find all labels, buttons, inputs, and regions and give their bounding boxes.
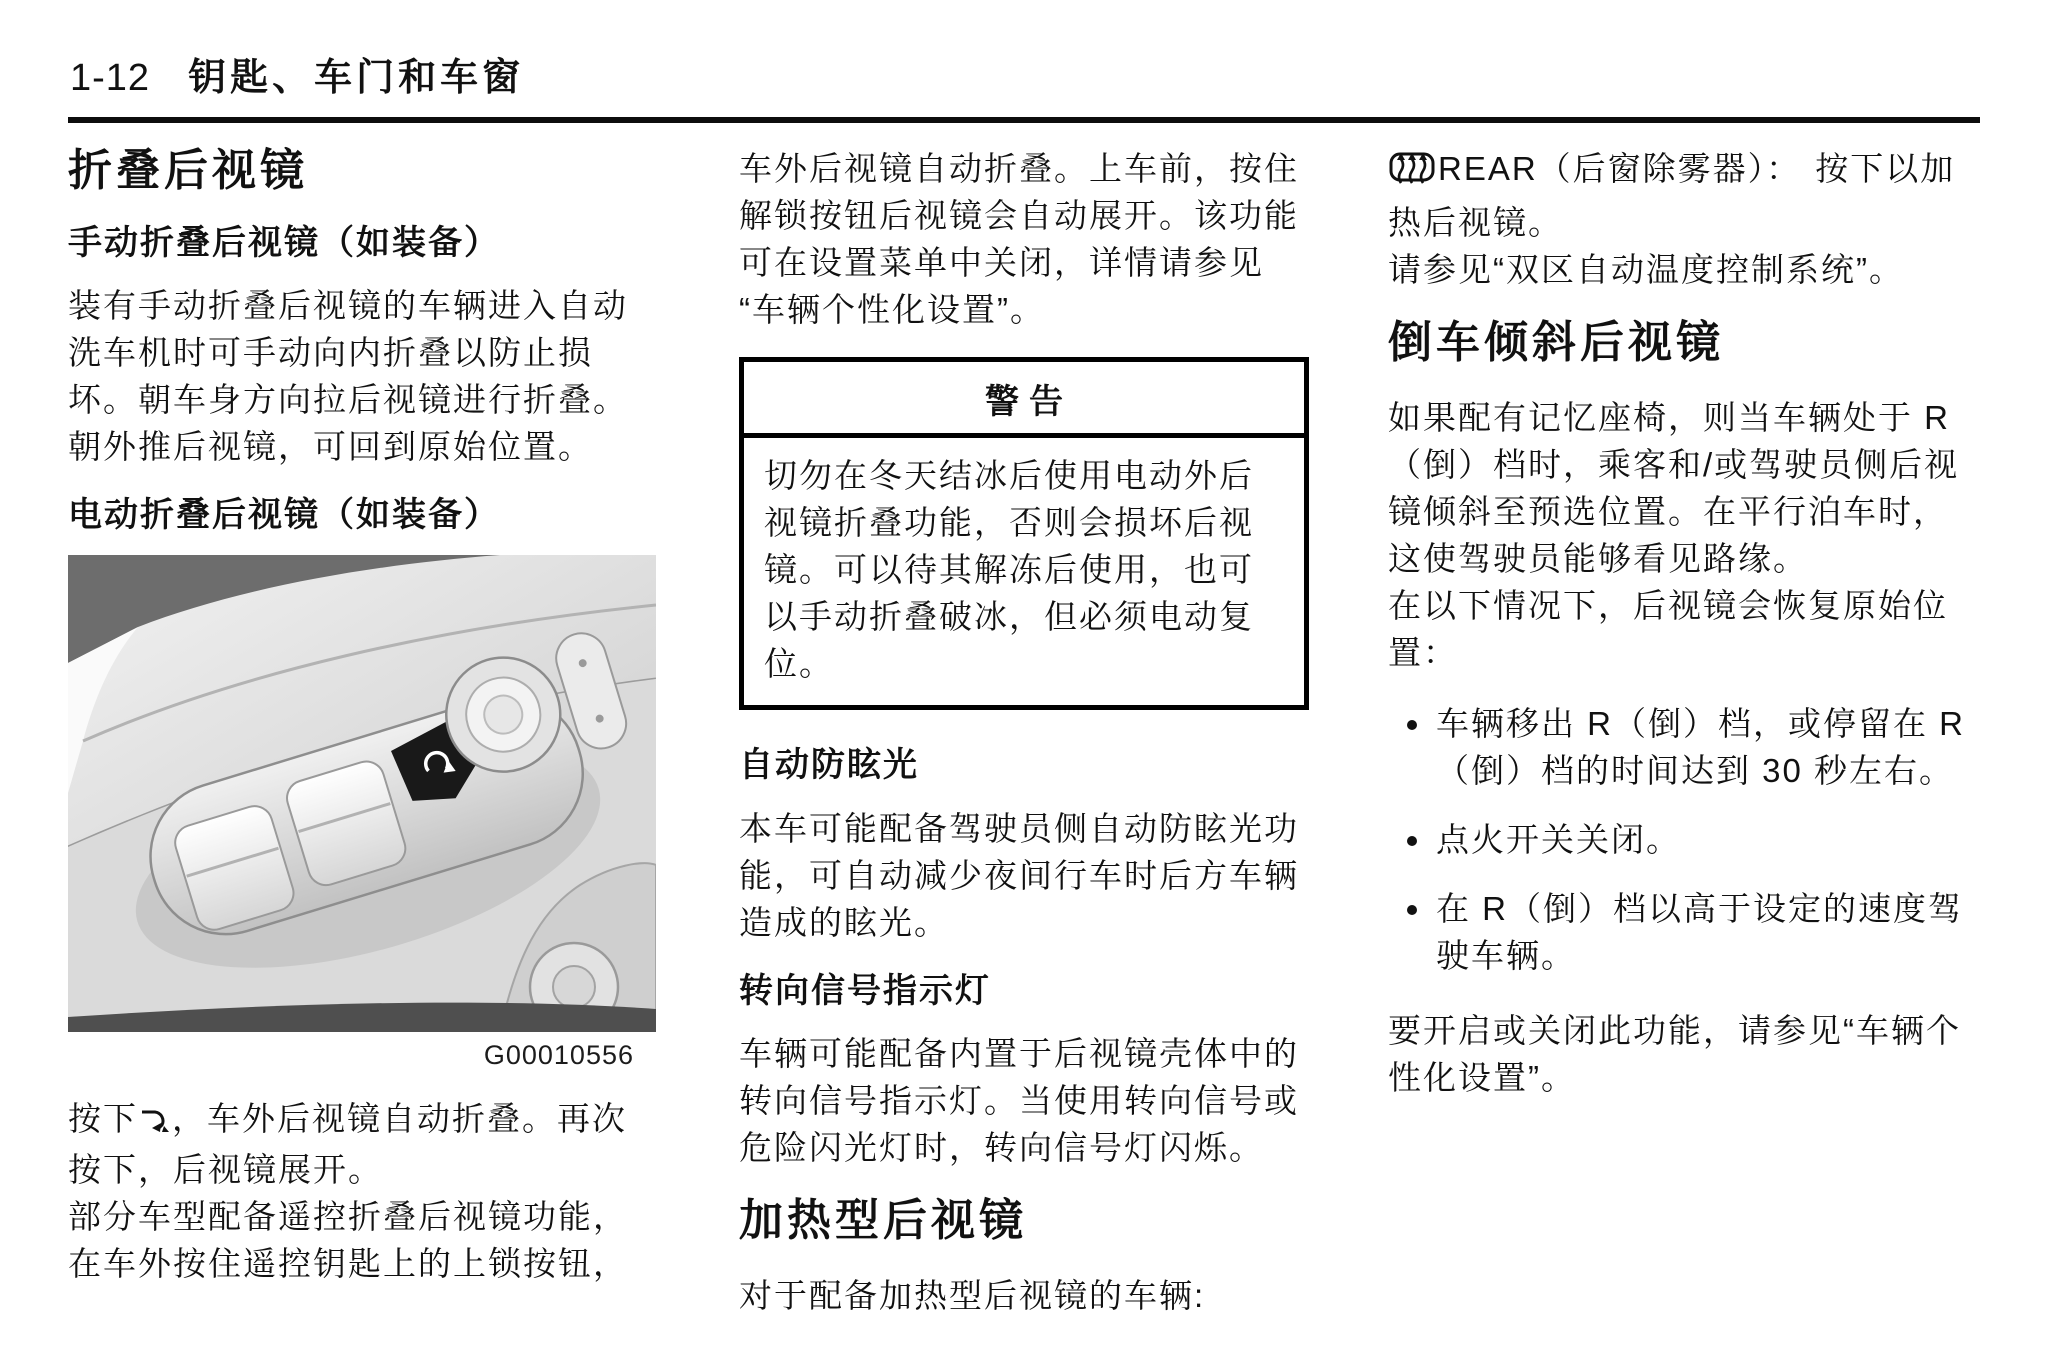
rear-defogger-reference: 请参见“双区自动温度控制系统”。 bbox=[1388, 251, 1904, 288]
chapter-title: 钥匙、车门和车窗 bbox=[188, 57, 525, 99]
subheading-manual-folding: 手动折叠后视镜（如装备） bbox=[68, 223, 500, 262]
section-heading-reverse-tilt: 倒车倾斜后视镜 bbox=[1388, 318, 1724, 367]
left-column bbox=[68, 145, 660, 1343]
header-rule bbox=[68, 117, 1980, 123]
power-body-post: ，车外后视镜自动折叠。再次按下，后视镜展开。 bbox=[68, 1099, 627, 1188]
list-item: • 在 R（倒）档以高于设定的速度驾驶车辆。 bbox=[1434, 885, 1980, 979]
subheading-turn-signal: 转向信号指示灯 bbox=[739, 971, 991, 1010]
heated-mirrors-paragraph: 对于配备加热型后视镜的车辆: bbox=[739, 1276, 1206, 1314]
section-heading-heated-mirrors: 加热型后视镜 bbox=[739, 1196, 1027, 1245]
reverse-tilt-paragraph: 如果配有记忆座椅，则当车辆处于 R（倒）档时，乘客和/或驾驶员侧后视镜倾斜至预选位置。在平行泊车时，这使驾驶员能够看见路缘。 bbox=[1388, 398, 1960, 577]
rear-defogger-label: REAR（后窗除雾器）： bbox=[1438, 150, 1802, 187]
reverse-tilt-conditions-intro: 在以下情况下，后视镜会恢复原始位置： bbox=[1388, 586, 1948, 671]
list-item: • 车辆移出 R（倒）档，或停留在 R（倒）档的时间达到 30 秒左右。 bbox=[1434, 700, 1980, 794]
warning-body: 切勿在冬天结冰后使用电动外后视镜折叠功能，否则会损坏后视镜。可以待其解冻后使用，也可以手动折叠破冰，但必须电动复位。 bbox=[764, 457, 1254, 682]
turn-signal-paragraph: 车辆可能配备内置于后视镜壳体中的转向信号指示灯。当使用转向信号或危险闪光灯时，转向信号灯闪烁。 bbox=[739, 1035, 1299, 1166]
auto-dimming-paragraph: 本车可能配备驾驶员侧自动防眩光功能，可自动减少夜间行车时后方车辆造成的眩光。 bbox=[739, 809, 1299, 941]
subheading-power-folding: 电动折叠后视镜（如装备） bbox=[68, 496, 500, 535]
list-item: • 点火开关关闭。 bbox=[1434, 816, 1980, 863]
page-header bbox=[68, 46, 1980, 101]
right-column bbox=[1388, 145, 1980, 1343]
auto-fold-intro-paragraph: 车外后视镜自动折叠。上车前，按住解锁按钮后视镜会自动展开。该功能可在设置菜单中关闭，详情请参见“车辆个性化设置”。 bbox=[739, 150, 1299, 328]
manual-folding-paragraph: 装有手动折叠后视镜的车辆进入自动洗车机时可手动向内折叠以防止损坏。朝车身方向拉后视镜进行折叠。朝外推后视镜，可回到原始位置。 bbox=[68, 287, 628, 466]
lock-knob-inner bbox=[553, 966, 595, 1008]
power-folding-paragraph bbox=[68, 1095, 660, 1193]
subheading-auto-dimming: 自动防眩光 bbox=[739, 746, 919, 784]
mirror-fold-icon bbox=[138, 1099, 172, 1146]
rear-defogger-icon bbox=[1388, 149, 1436, 199]
remote-folding-paragraph: 部分车型配备遥控折叠后视镜功能，在车外按住遥控钥匙上的上锁按钮， bbox=[68, 1197, 628, 1282]
power-body-pre: 按下 bbox=[68, 1099, 138, 1137]
door-panel-illustration bbox=[68, 555, 656, 1032]
tilt-reset-conditions-list bbox=[1388, 700, 1980, 979]
door-panel-figure bbox=[68, 555, 656, 1071]
warning-box bbox=[739, 357, 1309, 710]
section-heading-folding-mirrors: 折叠后视镜 bbox=[68, 146, 308, 195]
rear-defogger-paragraph bbox=[1388, 145, 1980, 246]
middle-column bbox=[739, 145, 1309, 1343]
warning-title: 警告 bbox=[744, 362, 1304, 438]
figure-caption: G00010556 bbox=[483, 1039, 634, 1070]
page-number: 1-12 bbox=[70, 57, 151, 99]
personalization-reference-paragraph: 要开启或关闭此功能，请参见“车辆个性化设置”。 bbox=[1388, 1011, 1961, 1096]
rear-defogger-action: 按下以加热后视镜。 bbox=[1388, 150, 1956, 241]
three-column-layout bbox=[68, 145, 1980, 1343]
